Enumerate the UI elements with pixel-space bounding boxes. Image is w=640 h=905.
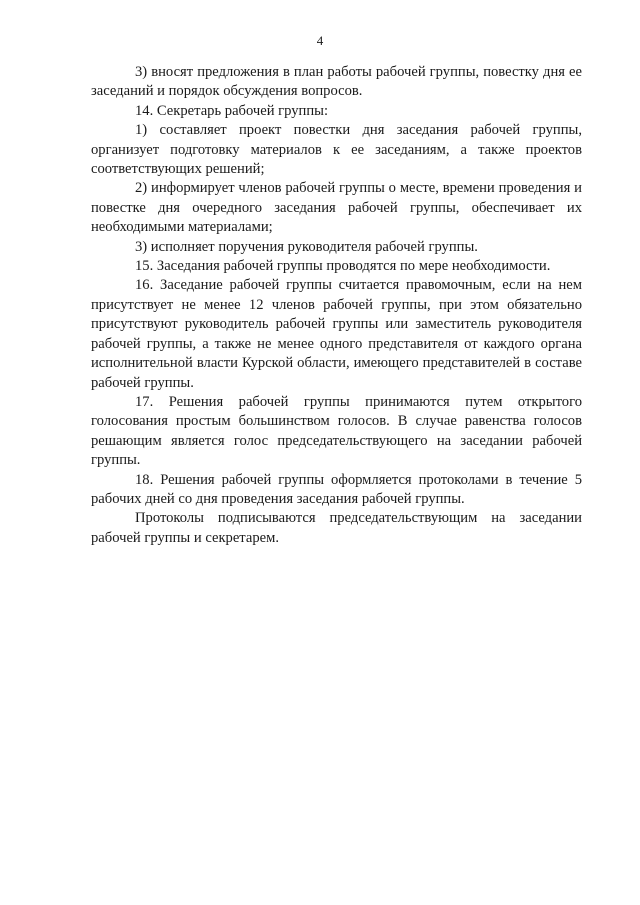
paragraph-item-3-proposals: 3) вносят предложения в план работы рабочей группы, повестку дня ее заседаний и порядок обсуждения вопросов. <box>91 64 582 100</box>
paragraph-16-quorum: 16. Заседание рабочей группы считается правомочным, если на нем присутствует не менее 12 членов рабочей группы, при этом обязательно присутствуют руководитель рабочей группы или заместитель руководителя рабочей группы, а также не менее одного представителя от каждого органа исполнительной власти Курской области, имеющего представителей в составе рабочей группы. <box>91 277 582 391</box>
paragraph-item-3-execute-orders: 3) исполняет поручения руководителя рабочей группы. <box>135 238 478 255</box>
paragraph-14-secretary: 14. Секретарь рабочей группы: <box>135 102 329 119</box>
document-body <box>91 63 582 548</box>
paragraph-17-decisions: 17. Решения рабочей группы принимаются путем открытого голосования простым большинством голосов. В случае равенства голосов решающим является голос председательствующего на заседании рабочей группы. <box>91 393 582 469</box>
paragraph-item-1-agenda-draft: 1) составляет проект повестки дня заседания рабочей группы, организует подготовку материалов к ее заседаниям, а также проектов соответствующих решений; <box>91 122 582 178</box>
paragraph-15-meetings: 15. Заседания рабочей группы проводятся по мере необходимости. <box>135 258 551 275</box>
paragraph-protocols-signed: Протоколы подписываются председательствующим на заседании рабочей группы и секретарем. <box>91 510 582 546</box>
page-number: 4 <box>316 33 324 48</box>
paragraph-item-2-inform-members: 2) информирует членов рабочей группы о месте, времени проведения и повестке дня очередного заседания рабочей группы, обеспечивает их необходимыми материалами; <box>91 180 582 236</box>
paragraph-18-protocols: 18. Решения рабочей группы оформляется протоколами в течение 5 рабочих дней со дня проведения заседания рабочей группы. <box>91 471 582 507</box>
